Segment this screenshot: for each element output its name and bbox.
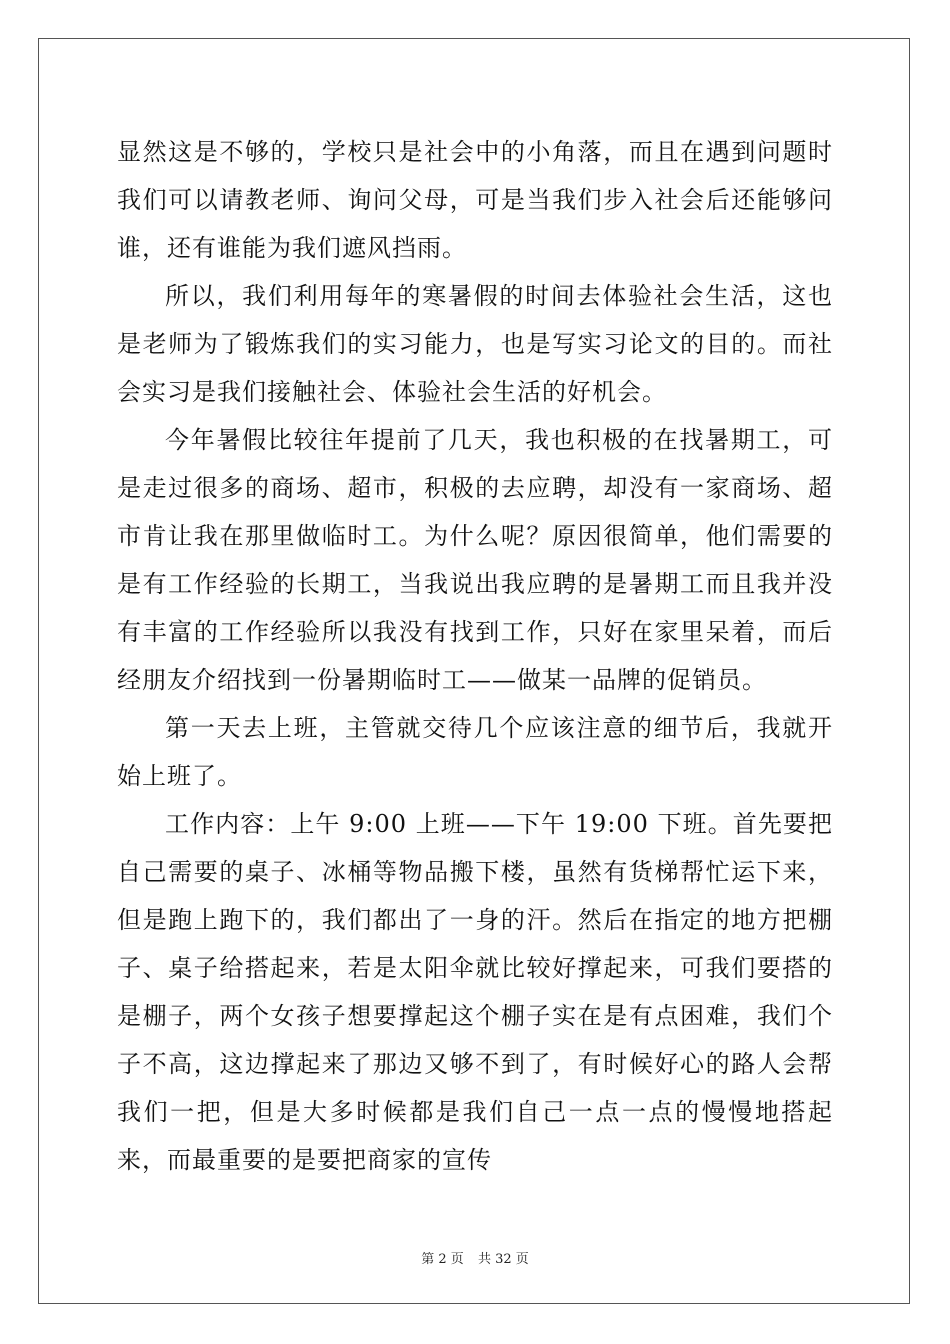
total-pages: 共 32 页 (477, 1252, 529, 1267)
page-footer (0, 1248, 950, 1267)
paragraph-1: 显然这是不够的，学校只是社会中的小角落，而且在遇到问题时我们可以请教老师、询问父母，可是当我们步入社会后还能够问谁，还有谁能为我们遮风挡雨。 (117, 138, 833, 262)
page-number: 第 2 页 (421, 1252, 464, 1267)
paragraph-2: 所以，我们利用每年的寒暑假的时间去体验社会生活，这也是老师为了锻炼我们的实习能力，也是写实习论文的目的。而社会实习是我们接触社会、体验社会生活的好机会。 (117, 282, 833, 406)
paragraph-4: 第一天去上班，主管就交待几个应该注意的细节后，我就开始上班了。 (117, 714, 833, 790)
paragraph-3: 今年暑假比较往年提前了几天，我也积极的在找暑期工，可是走过很多的商场、超市，积极的去应聘，却没有一家商场、超市肯让我在那里做临时工。为什么呢？原因很简单，他们需要的是有工作经验的长期工，当我说出我应聘的是暑期工而且我并没有丰富的工作经验所以我没有找到工作，只好在家里呆着，而后经朋友介绍找到一份暑期临时工——做某一品牌的促销员。 (117, 426, 833, 694)
paragraph-5: 工作内容：上午 9:00 上班——下午 19:00 下班。首先要把自己需要的桌子、冰桶等物品搬下楼，虽然有货梯帮忙运下来，但是跑上跑下的，我们都出了一身的汗。然后在指定的地方把棚子、桌子给搭起来，若是太阳伞就比较好撑起来，可我们要搭的是棚子，两个女孩子想要撑起这个棚子实在是有点困难，我们个子不高，这边撑起来了那边又够不到了，有时候好心的路人会帮我们一把，但是大多时候都是我们自己一点一点的慢慢地搭起来，而最重要的是要把商家的宣传 (117, 810, 833, 1174)
document-body (117, 128, 833, 1184)
